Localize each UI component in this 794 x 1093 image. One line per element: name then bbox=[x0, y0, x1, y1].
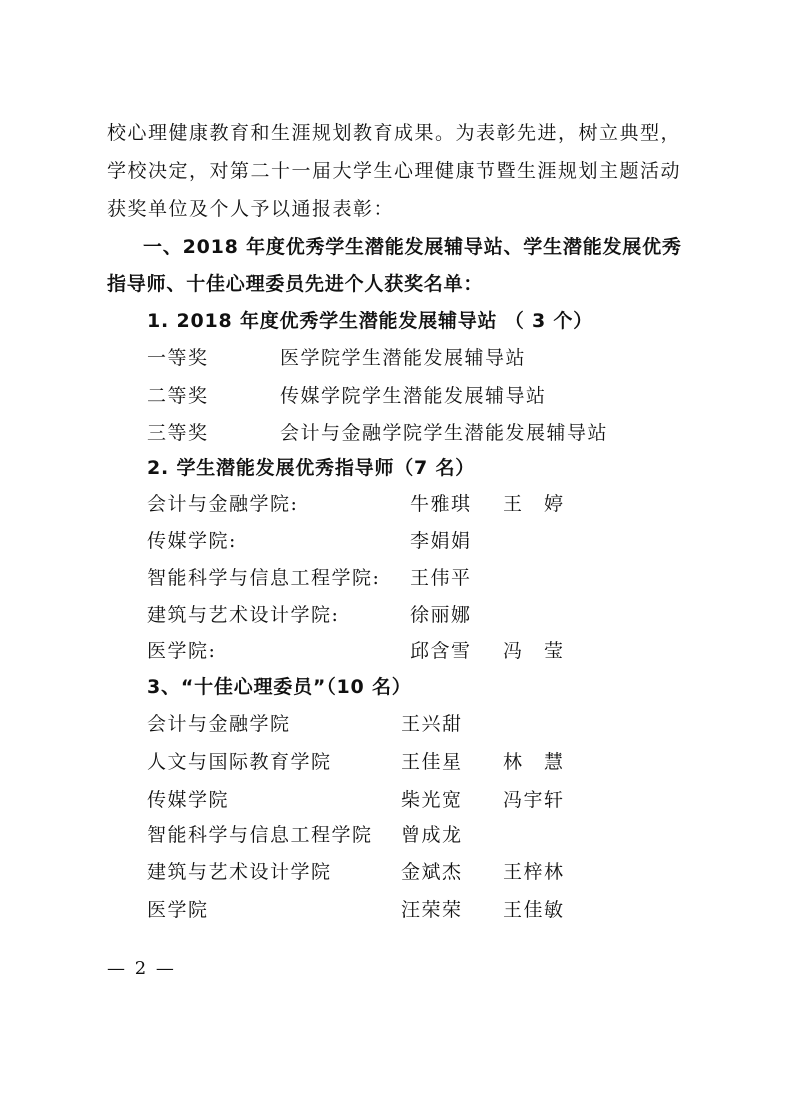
mentor-college: 医学院: bbox=[147, 640, 217, 662]
mentor-name: 徐丽娜 bbox=[410, 604, 472, 626]
committee-college: 传媒学院 bbox=[147, 789, 230, 811]
award-rank: 二等奖 bbox=[147, 385, 209, 407]
committee-name: 曾成龙 bbox=[401, 824, 463, 846]
page-number: — 2 — bbox=[107, 958, 176, 979]
mentor-name: 牛雅琪 bbox=[410, 493, 472, 515]
award-unit: 会计与金融学院学生潜能发展辅导站 bbox=[280, 422, 609, 444]
section-heading-line-2: 指导师、十佳心理委员先进个人获奖名单： bbox=[107, 273, 484, 295]
intro-line-2: 学校决定，对第二十一届大学生心理健康节暨生涯规划主题活动 bbox=[107, 160, 682, 182]
award-unit: 传媒学院学生潜能发展辅导站 bbox=[280, 385, 547, 407]
intro-line-3: 获奖单位及个人予以通报表彰： bbox=[107, 198, 395, 220]
part3-title: 3、“十佳心理委员”（10 名） bbox=[147, 676, 412, 698]
award-rank: 三等奖 bbox=[147, 422, 209, 444]
committee-college: 人文与国际教育学院 bbox=[147, 751, 332, 773]
mentor-college: 建筑与艺术设计学院: bbox=[147, 604, 340, 626]
committee-name: 柴光宽 bbox=[401, 789, 463, 811]
committee-name: 王梓林 bbox=[503, 861, 565, 883]
committee-name: 王佳星 bbox=[401, 751, 463, 773]
intro-line-1: 校心理健康教育和生涯规划教育成果。为表彰先进，树立典型， bbox=[107, 122, 682, 144]
mentor-name: 王 婷 bbox=[503, 493, 565, 515]
part2-title: 2. 学生潜能发展优秀指导师（7 名） bbox=[147, 457, 476, 479]
mentor-name: 邱含雪 bbox=[410, 640, 472, 662]
mentor-college: 会计与金融学院: bbox=[147, 493, 299, 515]
committee-name: 冯宇轩 bbox=[503, 789, 565, 811]
mentor-name: 王伟平 bbox=[410, 567, 472, 589]
committee-name: 林 慧 bbox=[503, 751, 565, 773]
award-unit: 医学院学生潜能发展辅导站 bbox=[280, 347, 527, 369]
mentor-college: 传媒学院: bbox=[147, 530, 237, 552]
mentor-name: 李娟娟 bbox=[410, 530, 472, 552]
committee-college: 智能科学与信息工程学院 bbox=[147, 824, 373, 846]
award-rank: 一等奖 bbox=[147, 347, 209, 369]
committee-name: 王兴甜 bbox=[401, 713, 463, 735]
mentor-college: 智能科学与信息工程学院: bbox=[147, 567, 381, 589]
committee-name: 汪荣荣 bbox=[401, 899, 463, 921]
committee-name: 王佳敏 bbox=[503, 899, 565, 921]
committee-college: 医学院 bbox=[147, 899, 209, 921]
mentor-name: 冯 莹 bbox=[503, 640, 565, 662]
committee-college: 建筑与艺术设计学院 bbox=[147, 861, 332, 883]
part1-title: 1. 2018 年度优秀学生潜能发展辅导站 （ 3 个） bbox=[147, 310, 594, 332]
committee-college: 会计与金融学院 bbox=[147, 713, 291, 735]
section-heading-line-1: 一、2018 年度优秀学生潜能发展辅导站、学生潜能发展优秀 bbox=[143, 236, 682, 258]
committee-name: 金斌杰 bbox=[401, 861, 463, 883]
